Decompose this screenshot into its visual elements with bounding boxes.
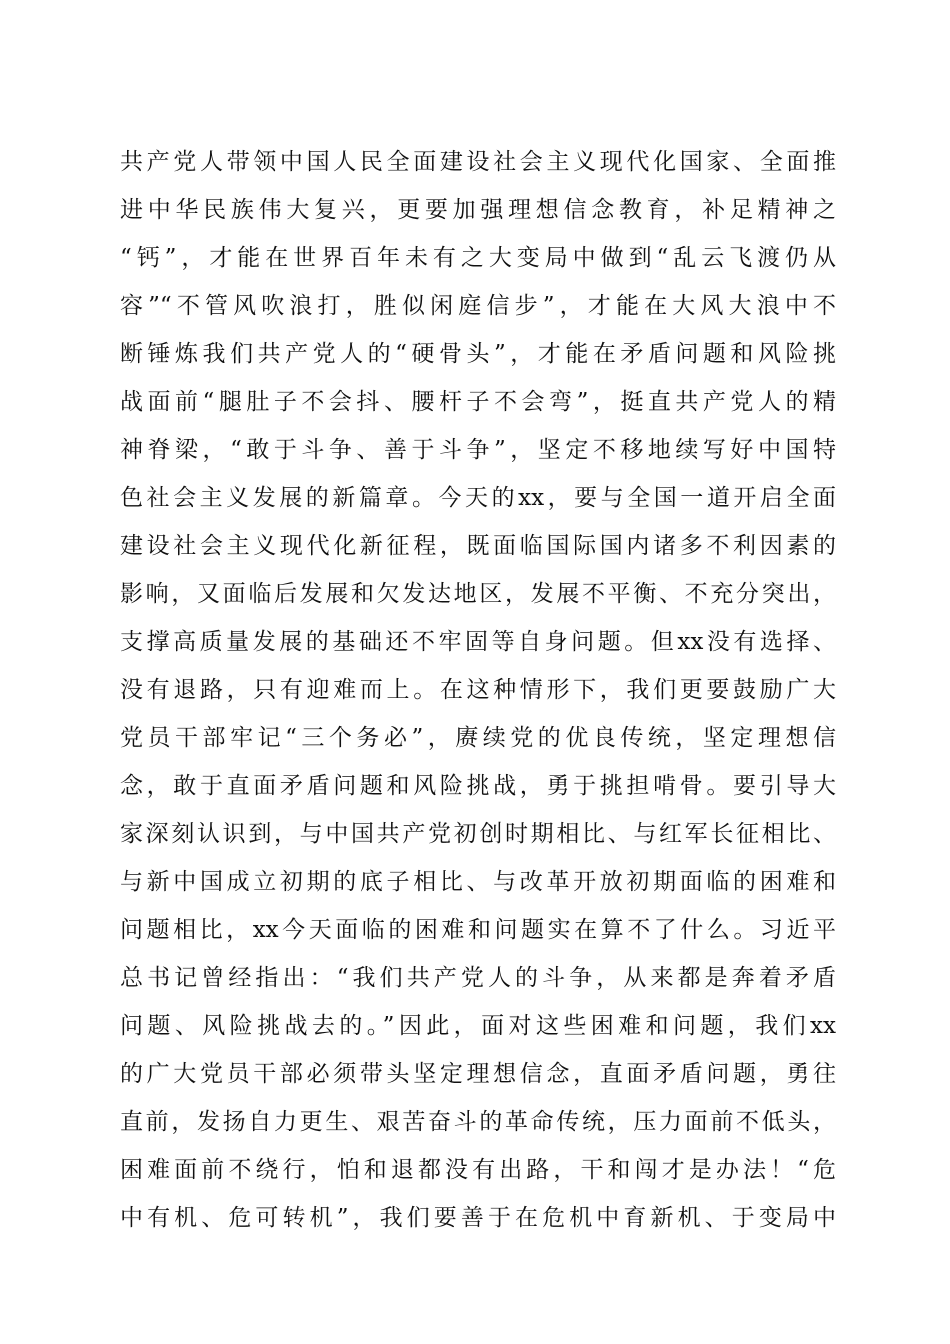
body-paragraph (120, 138, 836, 1242)
paragraph-line-6: 战面前“腿肚子不会抖、腰杆子不会弯”，挺直共产党人的精 (120, 389, 836, 415)
paragraph-line-23: 中有机、危可转机”，我们要善于在危机中育新机、于变局中 (120, 1205, 836, 1231)
paragraph-line-22: 困难面前不绕行，怕和退都没有出路，干和闯才是办法！“危 (120, 1157, 836, 1183)
paragraph-line-16: 与新中国成立初期的底子相比、与改革开放初期面临的困难和 (120, 869, 836, 895)
paragraph-line-20: 的广大党员干部必须带头坚定理想信念，直面矛盾问题，勇往 (120, 1061, 836, 1087)
paragraph-line-14: 念，敢于直面矛盾问题和风险挑战，勇于挑担啃骨。要引导大 (120, 773, 836, 799)
paragraph-line-8: 色社会主义发展的新篇章。今天的xx，要与全国一道开启全面 (120, 485, 836, 511)
paragraph-line-4: 容”“不管风吹浪打，胜似闲庭信步”，才能在大风大浪中不 (120, 293, 836, 319)
paragraph-line-21: 直前，发扬自力更生、艰苦奋斗的革命传统，压力面前不低头， (120, 1109, 836, 1135)
paragraph-line-15: 家深刻认识到，与中国共产党初创时期相比、与红军长征相比、 (120, 821, 836, 847)
paragraph-line-17: 问题相比，xx今天面临的困难和问题实在算不了什么。习近平 (120, 917, 836, 943)
paragraph-line-13: 党员干部牢记“三个务必”，赓续党的优良传统，坚定理想信 (120, 725, 836, 751)
paragraph-line-19: 问题、风险挑战去的。”因此，面对这些困难和问题，我们xx (120, 1013, 836, 1039)
paragraph-line-11: 支撑高质量发展的基础还不牢固等自身问题。但xx没有选择、 (120, 629, 836, 655)
paragraph-line-10: 影响，又面临后发展和欠发达地区，发展不平衡、不充分突出， (120, 581, 836, 607)
paragraph-line-1: 共产党人带领中国人民全面建设社会主义现代化国家、全面推 (120, 149, 836, 175)
paragraph-line-7: 神脊梁，“敢于斗争、善于斗争”，坚定不移地续写好中国特 (120, 437, 836, 463)
paragraph-line-2: 进中华民族伟大复兴，更要加强理想信念教育，补足精神之 (120, 197, 836, 223)
paragraph-line-12: 没有退路，只有迎难而上。在这种情形下，我们更要鼓励广大 (120, 677, 836, 703)
paragraph-line-5: 断锤炼我们共产党人的“硬骨头”，才能在矛盾问题和风险挑 (120, 341, 836, 367)
paragraph-line-9: 建设社会主义现代化新征程，既面临国际国内诸多不利因素的 (120, 533, 836, 559)
paragraph-line-3: “钙”，才能在世界百年未有之大变局中做到“乱云飞渡仍从 (120, 245, 836, 271)
paragraph-line-18: 总书记曾经指出：“我们共产党人的斗争，从来都是奔着矛盾 (120, 965, 836, 991)
